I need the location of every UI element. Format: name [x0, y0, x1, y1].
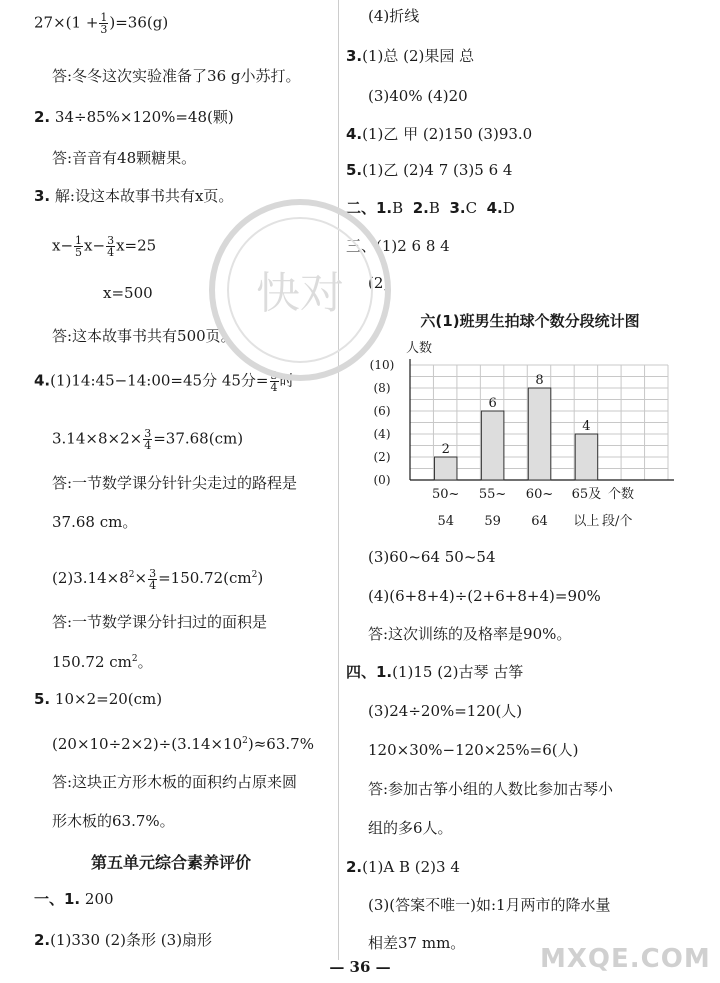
x-tick-label: 55~ [478, 487, 507, 502]
question-line: 3.(1)总 (2)果园 总 [346, 47, 475, 65]
answer-line: 答:冬冬这次实验准备了36 g小苏打。 [52, 67, 301, 85]
equation-line: 120×30%−120×25%=6(人) [368, 741, 579, 759]
bar-value-label: 4 [582, 419, 591, 434]
fraction: $\frac{1}{5}$ [75, 234, 83, 259]
answer-line: 答:一节数学课分针针尖走过的路程是 [52, 474, 298, 492]
answer-line: 答:一节数学课分针扫过的面积是 [52, 613, 268, 631]
question-line: 3. 解:设这本故事书共有x页。 [34, 187, 234, 205]
question-line: 5. 10×2=20(cm) [34, 690, 163, 708]
stamp-text: 快对 [256, 268, 344, 319]
answer-line: 答:这次训练的及格率是90%。 [368, 625, 572, 643]
bar [528, 388, 551, 480]
bar-value-label: 6 [488, 396, 497, 411]
fraction: $\frac{1}{3}$ [100, 11, 108, 36]
x-axis-label: 段/个 [602, 514, 633, 529]
answer-line: 37.68 cm。 [52, 513, 138, 531]
x-tick-label: 65及 [571, 487, 602, 502]
answer-line: (3)(答案不唯一)如:1月两市的降水量 [368, 896, 611, 914]
equation-line: $(20\times 10\div 2\times 2)\div(3.14\times 10^2)\approx 63.7\%$ [52, 735, 314, 753]
equation-line: (4)(6+8+4)÷(2+6+8+4)=90% [368, 587, 601, 605]
y-axis-label: 人数 [406, 341, 433, 356]
y-tick-label: (6) [373, 404, 391, 418]
x-tick-label: 以上 [573, 514, 600, 529]
equation-line: (3)24÷20%=120(人) [368, 702, 523, 720]
question-line: 4.(1)乙 甲 (2)150 (3)93.0 [346, 125, 533, 143]
bar-value-label: 2 [441, 442, 450, 457]
chart-title: 六(1)班男生拍球个数分段统计图 [420, 312, 640, 330]
answer-line: (4)折线 [368, 7, 420, 25]
column-divider [338, 0, 339, 960]
question-line: 2.(1)330 (2)条形 (3)扇形 [34, 931, 213, 949]
y-tick-label: (10) [369, 358, 395, 372]
equation-line: 3.14×8×2× $\frac{3}{4}$ =37.68(cm) [52, 427, 244, 452]
fraction: $\frac{3}{4}$ [149, 566, 157, 592]
answer-line: 形木板的63.7%。 [52, 812, 175, 830]
site-watermark [540, 870, 715, 980]
page-number: — 36 — [329, 958, 391, 976]
equation-line: $(2)3.14\times 8^2\times$ $\frac{3}{4}$ $=150.72(cm^2)$ [52, 566, 264, 592]
answer-line: 答:这本故事书共有500页。 [52, 327, 236, 345]
answer-line: 答:这块正方形木板的面积约占原来圆 [52, 773, 298, 791]
answer-line: 组的多6人。 [368, 819, 453, 837]
answer-line: 相差37 mm。 [368, 934, 466, 952]
answer-line: 答:音音有48颗糖果。 [52, 149, 197, 167]
y-tick-label: (2) [373, 450, 391, 464]
x-tick-label: 64 [531, 514, 548, 529]
answer-line: (2) [368, 274, 390, 292]
fraction: $\frac{3}{4}$ [144, 427, 152, 452]
bar-value-label: 8 [535, 373, 544, 388]
equation-line: x− $\frac{1}{5}$ x− $\frac{3}{4}$ x=25 [52, 234, 157, 259]
bar [481, 411, 504, 480]
question-line: 一、1. 200 [34, 890, 114, 908]
fraction: $\frac{3}{4}$ [107, 234, 115, 259]
question-line: 三、(1)2 6 8 4 [346, 237, 450, 255]
y-tick-label: (4) [373, 427, 391, 441]
x-tick-label: 59 [484, 514, 501, 529]
bar [434, 457, 457, 480]
question-line: 二、1.B 2.B 3.C 4.D [346, 199, 515, 217]
question-line: 4.(1)14:45−14:00=45分 45分= $\frac{3}{4}$ 时 [34, 369, 295, 394]
answer-line: 27×(1 + $\frac{1}{3}$ )=36(g) [34, 11, 169, 36]
answer-line: 答:参加古筝小组的人数比参加古琴小 [368, 780, 614, 798]
x-axis-label: 个数 [608, 487, 635, 502]
question-line: 2.(1)A B (2)3 4 [346, 858, 460, 876]
bar [575, 434, 598, 480]
x-tick-label: 50~ [431, 487, 460, 502]
question-line: 5.(1)乙 (2)4 7 (3)5 6 4 [346, 161, 513, 179]
answer-line: 150.72 $cm^2$。 [52, 653, 153, 671]
stamp-watermark [200, 190, 400, 390]
section-title: 第五单元综合素养评价 [91, 853, 252, 872]
question-line: 四、1.(1)15 (2)古琴 古筝 [346, 663, 524, 681]
y-tick-label: (8) [373, 381, 391, 395]
answer-line: (3)60~64 50~54 [368, 548, 496, 566]
fraction: $\frac{3}{4}$ [270, 369, 278, 394]
answer-line: (3)40% (4)20 [368, 87, 468, 105]
equation-line: x=500 [103, 284, 153, 302]
x-tick-label: 54 [437, 514, 454, 529]
watermark-text: MXQE.COM [540, 944, 711, 974]
x-tick-label: 60~ [525, 487, 554, 502]
y-tick-label: (0) [373, 473, 391, 487]
question-line: 2. 34÷85%×120%=48(颗) [34, 108, 234, 126]
